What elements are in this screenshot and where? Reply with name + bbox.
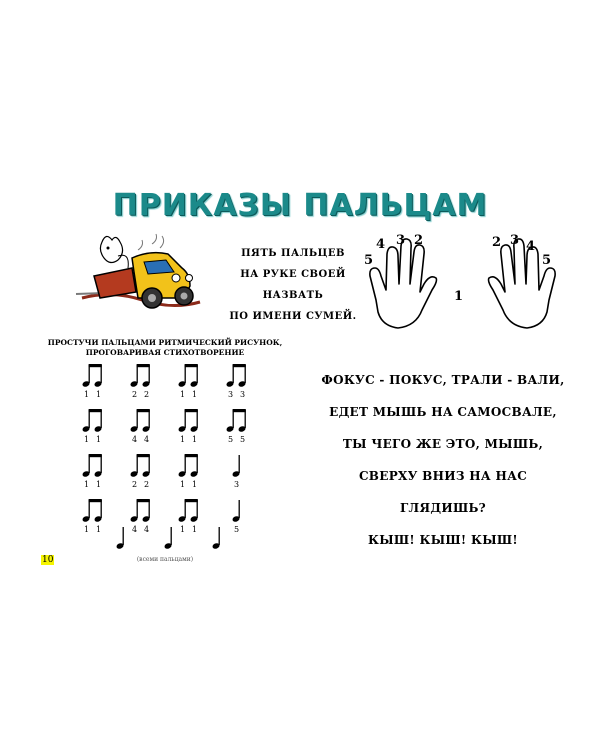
finger-number: 1	[180, 390, 186, 399]
eighth-note-pair	[226, 364, 247, 388]
eighth-note-pair	[130, 364, 151, 388]
eighth-note-pair	[130, 499, 151, 523]
quarter-note	[232, 500, 241, 523]
rhythm-instruction	[40, 338, 290, 358]
rhyme-line: ЕДЕТ МЫШЬ НА САМОСВАЛЕ,	[329, 405, 557, 419]
finger-number: 3	[240, 390, 246, 399]
right-finger-number: 2	[492, 235, 502, 250]
finger-number: 1	[84, 525, 90, 534]
quarter-note	[164, 527, 173, 550]
instruction-line: ПРОСТУЧИ ПАЛЬЦАМИ РИТМИЧЕСКИЙ РИСУНОК,	[47, 338, 283, 347]
rhythm-grid	[70, 362, 310, 552]
finger-number: 4	[132, 435, 138, 444]
finger-number: 4	[144, 435, 150, 444]
eighth-note-pair	[178, 454, 199, 478]
instruction-line: ПРОГОВАРИВАЯ СТИХОТВОРЕНИЕ	[85, 348, 245, 357]
hands-illustration	[360, 228, 565, 343]
left-finger-number: 2	[414, 233, 424, 248]
finger-number: 1	[96, 525, 102, 534]
rhyme-line: СВЕРХУ ВНИЗ НА НАС	[358, 469, 528, 483]
eighth-note-pair	[130, 454, 151, 478]
left-hand-icon	[370, 239, 437, 328]
eighth-note-pair	[82, 364, 103, 388]
finger-number: 1	[180, 435, 186, 444]
rhyme	[302, 364, 584, 556]
eighth-note-pair	[178, 364, 199, 388]
finger-number: 5	[240, 435, 246, 444]
left-finger-number: 3	[396, 233, 406, 248]
finger-number: 5	[234, 525, 240, 534]
right-finger-number: 3	[510, 233, 520, 248]
finger-number: 1	[84, 480, 90, 489]
intro-poem	[218, 243, 368, 327]
left-finger-number: 5	[364, 253, 374, 268]
finger-number: 1	[180, 480, 186, 489]
quarter-note	[232, 455, 241, 478]
eighth-note-pair	[178, 409, 199, 433]
rhyme-line: ТЫ ЧЕГО ЖЕ ЭТО, МЫШЬ,	[342, 437, 544, 451]
page-title: ПРИКАЗЫ ПАЛЬЦАМ	[112, 188, 488, 223]
right-finger-number: 4	[526, 239, 536, 254]
finger-number: 1	[192, 525, 198, 534]
left-finger-number: 4	[376, 237, 386, 252]
finger-number: 1	[96, 480, 102, 489]
finger-number: 4	[132, 525, 138, 534]
finger-number: 1	[96, 390, 102, 399]
finger-number: 1	[192, 435, 198, 444]
rhyme-line: ГЛЯДИШЬ?	[399, 501, 487, 515]
eighth-note-pair	[130, 409, 151, 433]
rhyme-line: КЫШ! КЫШ! КЫШ!	[367, 533, 519, 547]
intro-poem-line: ПО ИМЕНИ СУМЕЙ.	[229, 311, 357, 322]
finger-number: 5	[228, 435, 234, 444]
intro-poem-line: НАЗВАТЬ	[262, 290, 324, 301]
final-row-caption: (всеми пальцами)	[136, 556, 194, 563]
eighth-note-pair	[82, 499, 103, 523]
eighth-note-pair	[178, 499, 199, 523]
finger-number: 1	[180, 525, 186, 534]
intro-poem-line: НА РУКЕ СВОЕЙ	[240, 269, 346, 280]
eighth-note-pair	[226, 409, 247, 433]
eighth-note-pair	[82, 409, 103, 433]
finger-number: 3	[234, 480, 240, 489]
quarter-note	[212, 527, 221, 550]
finger-number: 2	[144, 480, 150, 489]
eighth-note-pair	[82, 454, 103, 478]
truck-illustration	[72, 228, 207, 318]
finger-number: 1	[84, 390, 90, 399]
finger-number: 1	[192, 480, 198, 489]
finger-number: 1	[192, 390, 198, 399]
quarter-note	[116, 527, 125, 550]
finger-number: 3	[228, 390, 234, 399]
right-finger-number: 5	[542, 253, 552, 268]
rhyme-line: ФОКУС - ПОКУС, ТРАЛИ - ВАЛИ,	[321, 373, 565, 387]
finger-number: 2	[132, 480, 138, 489]
finger-number: 1	[84, 435, 90, 444]
page-number: 10	[42, 555, 54, 565]
finger-number: 2	[132, 390, 138, 399]
intro-poem-line: ПЯТЬ ПАЛЬЦЕВ	[241, 248, 345, 259]
finger-number: 2	[144, 390, 150, 399]
finger-number: 4	[144, 525, 150, 534]
finger-number: 1	[96, 435, 102, 444]
thumb-number: 1	[454, 289, 464, 304]
